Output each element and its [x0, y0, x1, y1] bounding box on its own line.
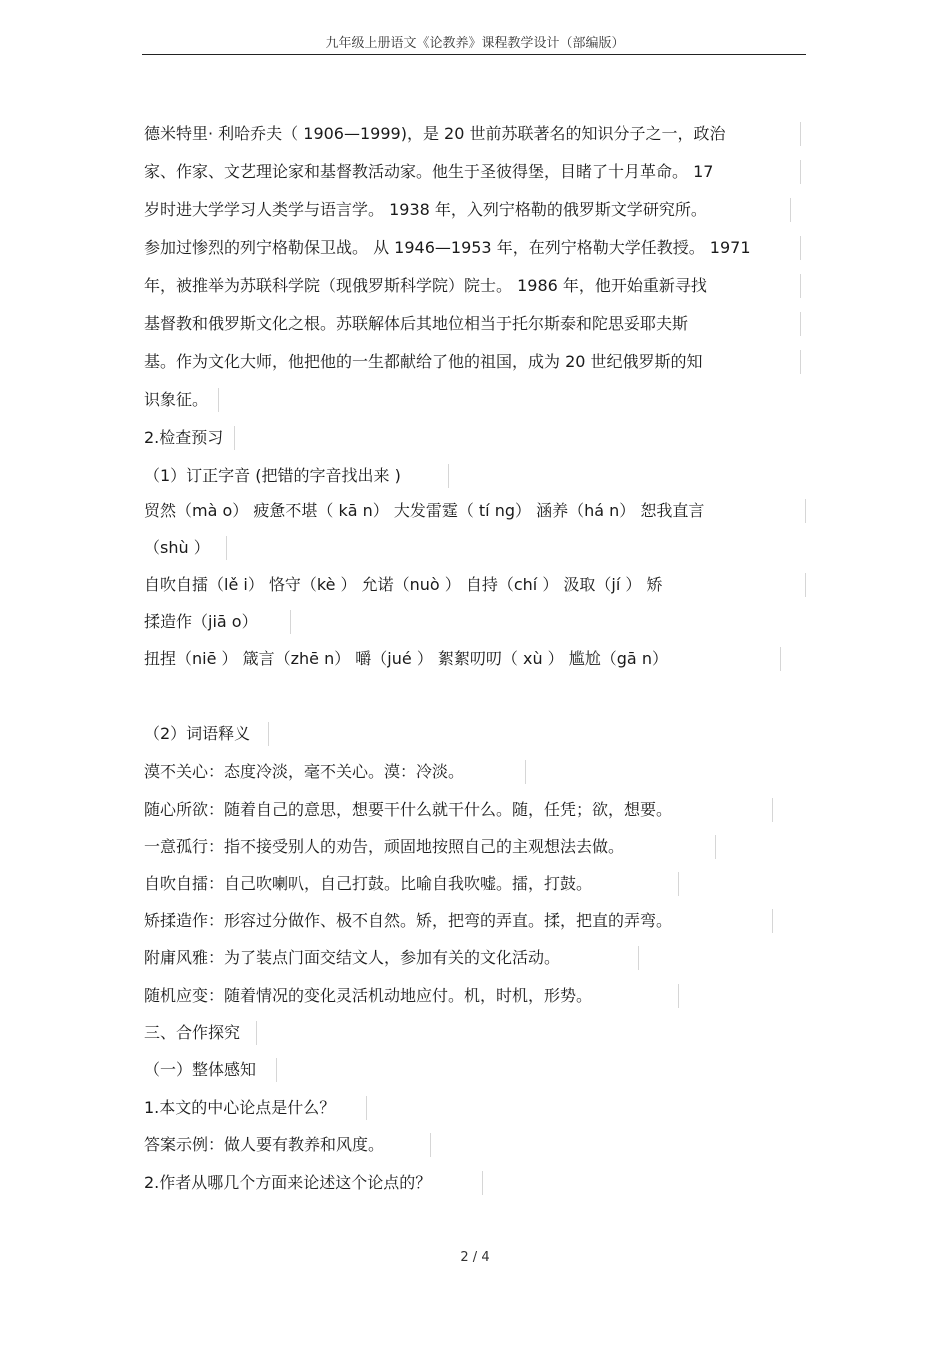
text-line: [144, 464, 449, 488]
line-text: 基督教和俄罗斯文化之根。苏联解体后其地位相当于托尔斯泰和陀思妥耶夫斯: [144, 314, 689, 333]
text-line: [144, 160, 801, 184]
line-text: 答案示例：做人要有教养和风度。: [144, 1135, 385, 1154]
line-text: 随机应变：随着情况的变化灵活机动地应付。机，时机，形势。: [144, 986, 593, 1005]
line-text: 一意孤行：指不接受别人的劝告，顽固地按照自己的主观想法去做。: [144, 837, 625, 856]
text-line: [144, 909, 773, 933]
text-line: [144, 573, 806, 597]
line-text: 2.检查预习: [144, 428, 224, 447]
line-text: 2.作者从哪几个方面来论述这个论点的？: [144, 1173, 432, 1192]
text-line: [144, 122, 801, 146]
line-text: （一）整体感知: [144, 1060, 257, 1079]
text-line: [144, 610, 291, 634]
text-line: [144, 946, 639, 970]
line-text: 随心所欲：随着自己的意思，想要干什么就干什么。随，任凭；欲，想要。: [144, 800, 673, 819]
text-line: [144, 536, 227, 560]
line-text: 扭捏（niē ） 箴言（zhē n） 嚼（jué ） 絮絮叨叨（ xù ） 尴尬（gā n）: [144, 649, 668, 668]
line-text: （shù ）: [144, 538, 210, 557]
line-text: 年，被推举为苏联科学院（现俄罗斯科学院）院士。 1986 年，他开始重新寻找: [144, 276, 707, 295]
text-line: [144, 499, 806, 523]
page-number: 2 / 4: [460, 1250, 490, 1265]
header-divider: [142, 54, 806, 55]
line-text: 识象征。: [144, 390, 209, 409]
text-line: [144, 350, 801, 374]
line-text: 贸然（mà o） 疲惫不堪（ kā n） 大发雷霆（ tí ng） 涵养（há n） 恕我直言: [144, 501, 705, 520]
text-line: [144, 312, 801, 336]
line-text: 漠不关心：态度冷淡，毫不关心。漠：冷淡。: [144, 762, 465, 781]
line-text: 揉造作（jiā o）: [144, 612, 258, 631]
text-line: [144, 835, 716, 859]
text-line: [144, 647, 781, 671]
line-text: （1）订正字音 (把错的字音找出来 ): [144, 466, 401, 485]
text-line: [144, 426, 235, 450]
line-text: 参加过惨烈的列宁格勒保卫战。 从 1946—1953 年，在列宁格勒大学任教授。 1971: [144, 238, 751, 257]
line-text: 德米特里· 利哈乔夫（ 1906—1999)，是 20 世前苏联著名的知识分子之一，政治: [144, 124, 726, 143]
line-text: 基。作为文化大师，他把他的一生都献给了他的祖国，成为 20 世纪俄罗斯的知: [144, 352, 703, 371]
text-line: [144, 1133, 431, 1157]
line-text: 附庸风雅：为了装点门面交结文人，参加有关的文化活动。: [144, 948, 561, 967]
line-text: 1.本文的中心论点是什么？: [144, 1098, 336, 1117]
text-line: [144, 984, 679, 1008]
text-line: [144, 236, 801, 260]
text-line: [144, 198, 791, 222]
text-line: [144, 1171, 483, 1195]
page-header-title: 九年级上册语文《论教养》课程教学设计（部编版）: [325, 36, 625, 51]
text-line: [144, 1058, 277, 1082]
line-text: 岁时进大学学习人类学与语言学。 1938 年，入列宁格勒的俄罗斯文学研究所。: [144, 200, 707, 219]
text-line: [144, 798, 773, 822]
text-line: [144, 388, 219, 412]
text-line: [144, 1096, 367, 1120]
line-text: 自吹自擂（lě i） 恪守（kè ） 允诺（nuò ） 自持（chí ） 汲取（jí ） 矫: [144, 575, 663, 594]
line-text: 家、作家、文艺理论家和基督教活动家。他生于圣彼得堡，目睹了十月革命。 17: [144, 162, 714, 181]
text-line: [144, 274, 801, 298]
text-line: [144, 1021, 257, 1045]
text-line: [144, 760, 526, 784]
line-text: 三、合作探究: [144, 1023, 241, 1042]
line-text: 自吹自擂：自己吹喇叭，自己打鼓。比喻自我吹嘘。擂，打鼓。: [144, 874, 593, 893]
line-text: 矫揉造作：形容过分做作、极不自然。矫，把弯的弄直。揉，把直的弄弯。: [144, 911, 673, 930]
line-text: （2）词语释义: [144, 724, 251, 743]
text-line: [144, 722, 269, 746]
text-line: [144, 872, 679, 896]
